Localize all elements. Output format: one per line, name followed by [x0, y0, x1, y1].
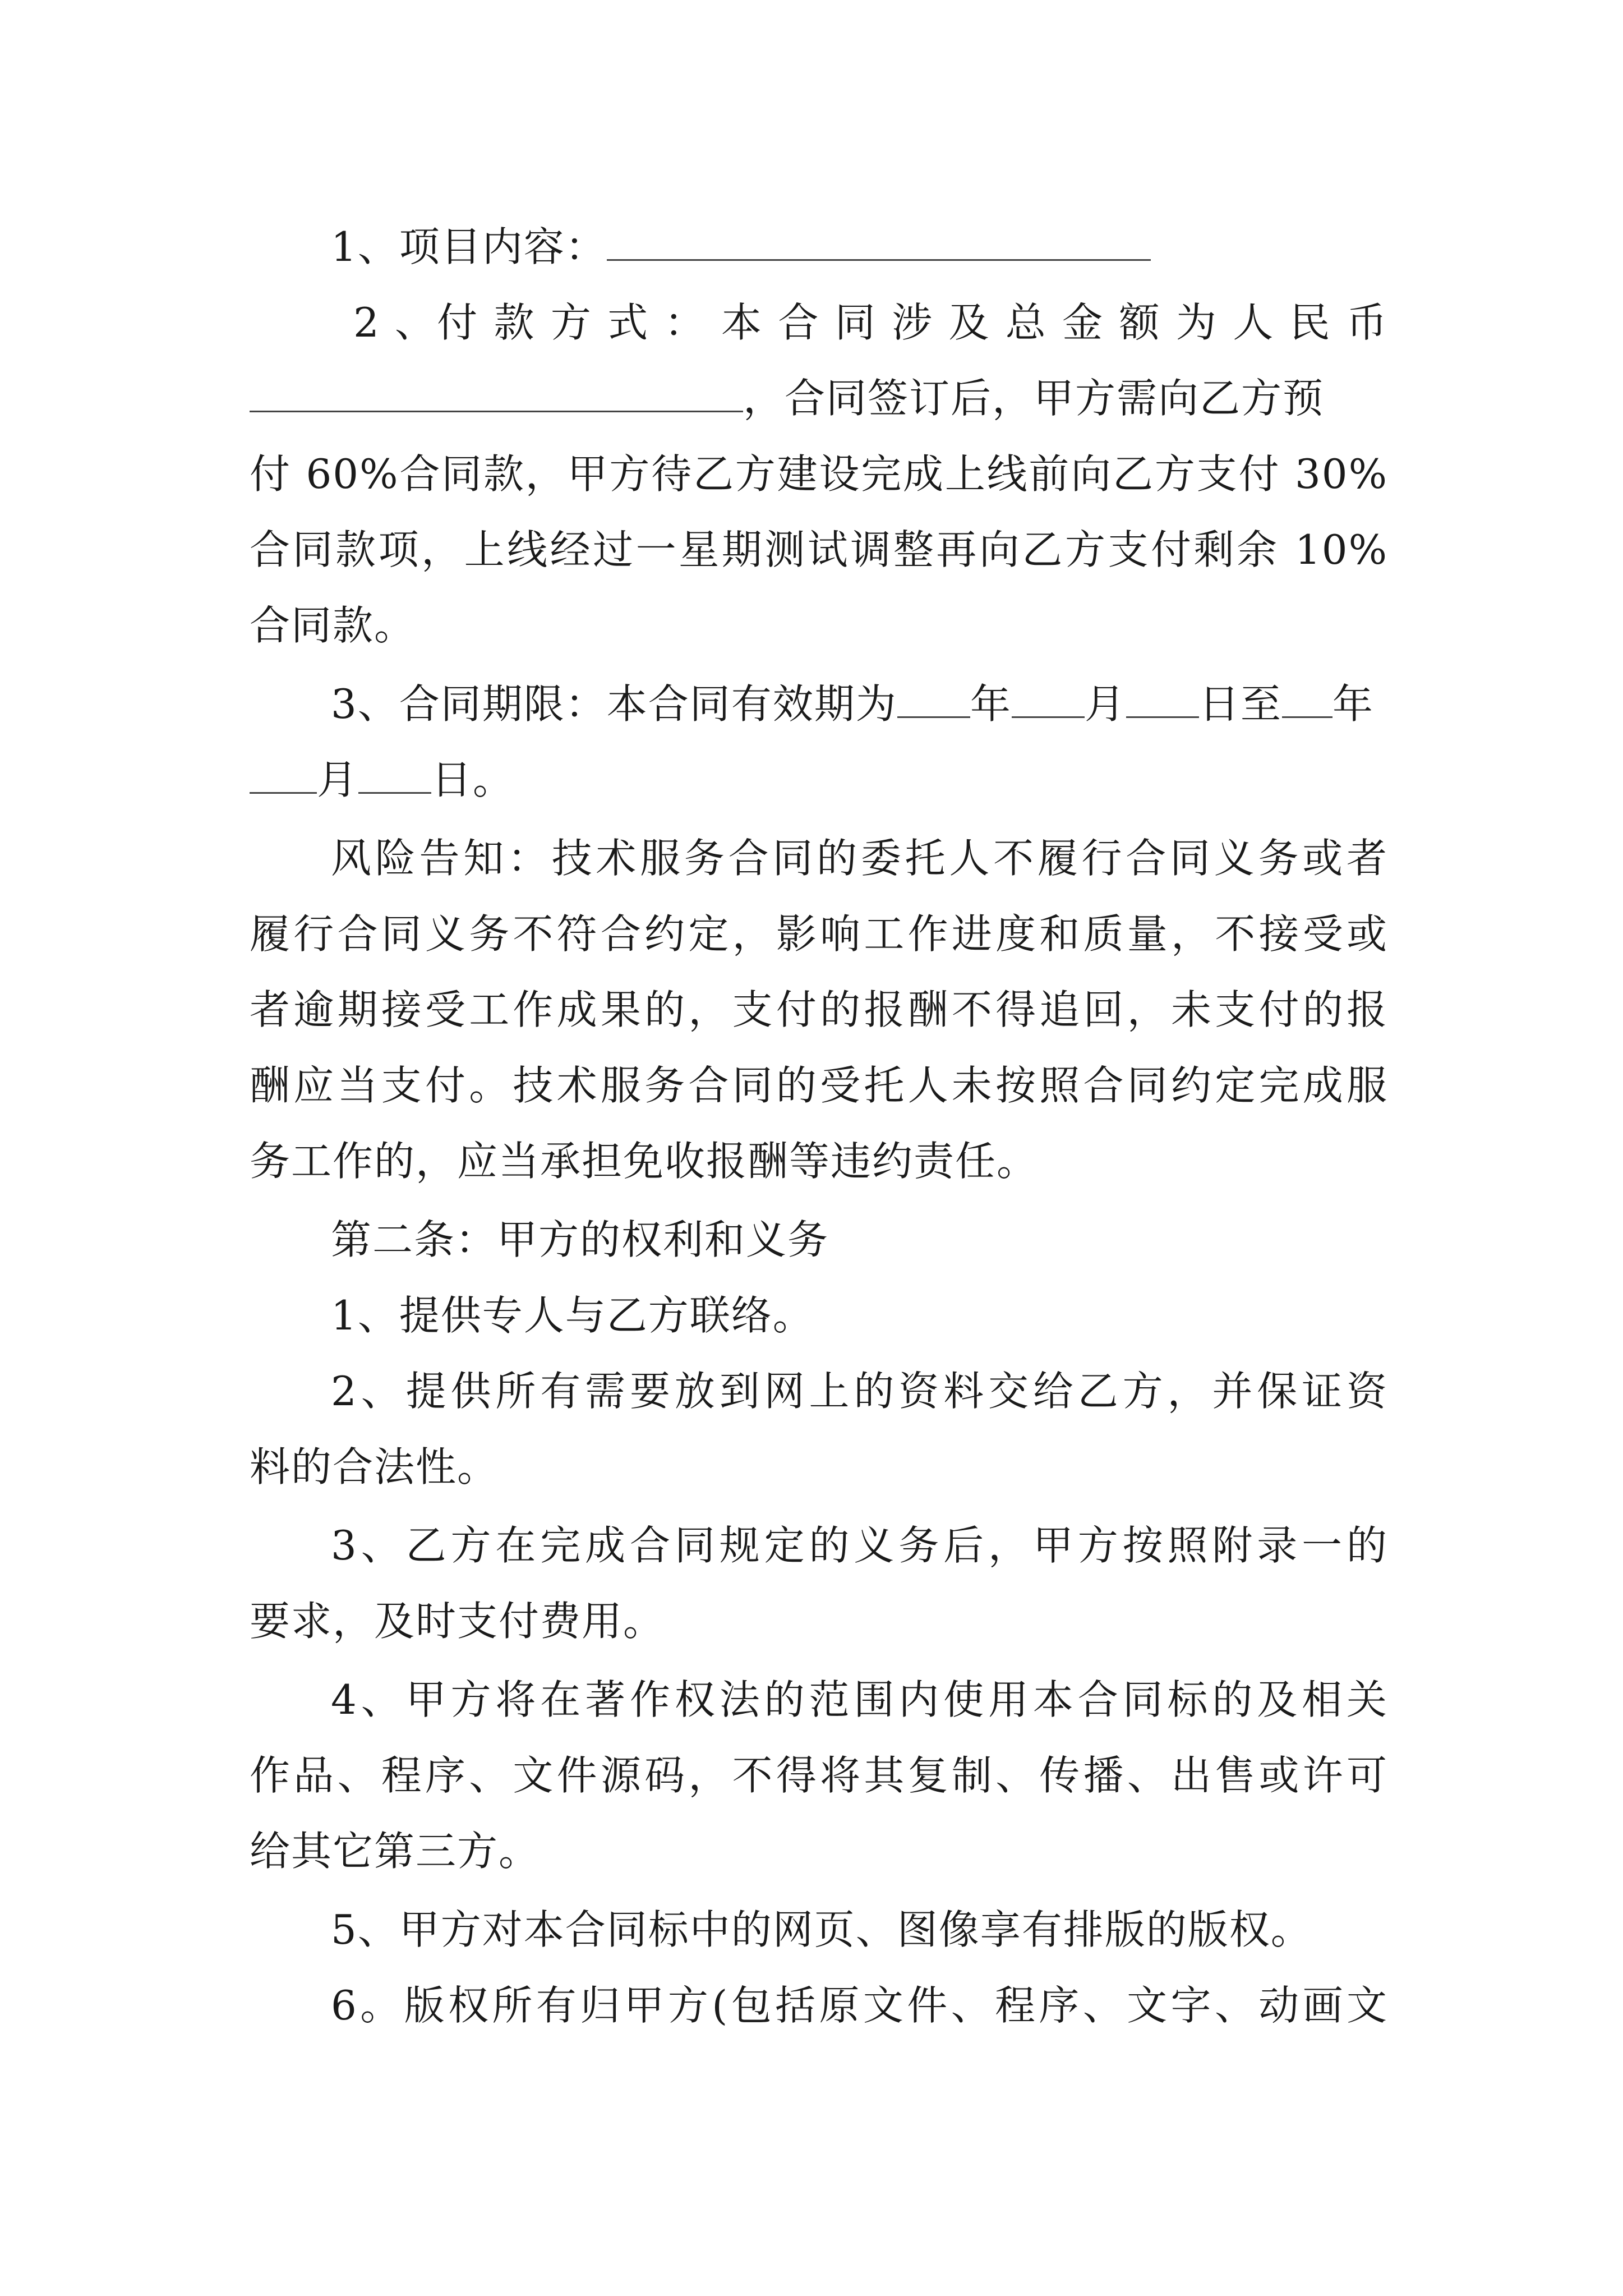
item2-line2-text: ，合同签订后，甲方需向乙方预 [743, 375, 1325, 422]
item3-month: 月 [1084, 680, 1126, 728]
end-year-blank [1282, 677, 1332, 718]
total-amount-blank [250, 371, 743, 412]
risk-line2: 履行合同义务不符合约定，影响工作进度和质量，不接受或 [250, 910, 1388, 958]
article2-p2-line2: 料的合法性。 [250, 1443, 499, 1490]
item3-prefix: 3、合同期限：本合同有效期为 [331, 680, 897, 728]
item2-line2 [250, 370, 1388, 426]
start-day-blank [1126, 677, 1199, 718]
risk-line4: 酬应当支付。技术服务合同的受托人未按照合同约定完成服 [250, 1062, 1388, 1109]
risk-line3: 者逾期接受工作成果的，支付的报酬不得追回，未支付的报 [250, 986, 1388, 1033]
item3-year: 年 [970, 680, 1012, 728]
article2-p5: 5、甲方对本合同标中的网页、图像享有排版的版权。 [331, 1906, 1312, 1953]
article2-p2-line1: 2、提供所有需要放到网上的资料交给乙方，并保证资 [331, 1368, 1388, 1415]
risk-line5: 务工作的，应当承担免收报酬等违约责任。 [250, 1138, 1039, 1185]
start-year-blank [897, 677, 970, 718]
item2-line1: 2 、付 款 方 式 ： 本 合 同 涉 及 总 金 额 为 人 民 币 [353, 299, 1388, 346]
article2-p4-line3: 给其它第三方。 [250, 1828, 541, 1875]
item1-label: 1、项目内容： [331, 223, 607, 270]
item3-month2: 月 [317, 756, 359, 803]
item1-line [331, 219, 1388, 275]
article2-heading: 第二条：甲方的权利和义务 [331, 1216, 829, 1263]
item2-line3: 付 60%合同款，甲方待乙方建设完成上线前向乙方支付 30% [250, 450, 1388, 498]
project-content-blank [607, 220, 1151, 261]
item3-day-end: 日。 [431, 756, 515, 803]
article2-p6-line1: 6。版权所有归甲方(包括原文件、程序、文字、动画文 [331, 1982, 1388, 2029]
item3-day-to: 日至 [1198, 680, 1282, 728]
end-month-blank [250, 753, 317, 794]
article2-p3-line1: 3、乙方在完成合同规定的义务后，甲方按照附录一的 [331, 1522, 1388, 1569]
article2-p3-line2: 要求，及时支付费用。 [250, 1598, 665, 1645]
item3-line1 [331, 676, 1388, 732]
article2-p4-line1: 4、甲方将在著作权法的范围内使用本合同标的及相关 [331, 1676, 1388, 1723]
item2-line4: 合同款项，上线经过一星期测试调整再向乙方支付剩余 10% [250, 526, 1388, 573]
article2-p4-line2: 作品、程序、文件源码，不得将其复制、传播、出售或许可 [250, 1752, 1388, 1799]
item2-line5: 合同款。 [250, 602, 416, 649]
start-month-blank [1012, 677, 1085, 718]
item3-year2: 年 [1332, 680, 1374, 728]
risk-line1: 风险告知：技术服务合同的委托人不履行合同义务或者 [331, 835, 1388, 882]
end-day-blank [358, 753, 431, 794]
article2-p1: 1、提供专人与乙方联络。 [331, 1292, 814, 1339]
item3-line2 [250, 752, 1388, 808]
